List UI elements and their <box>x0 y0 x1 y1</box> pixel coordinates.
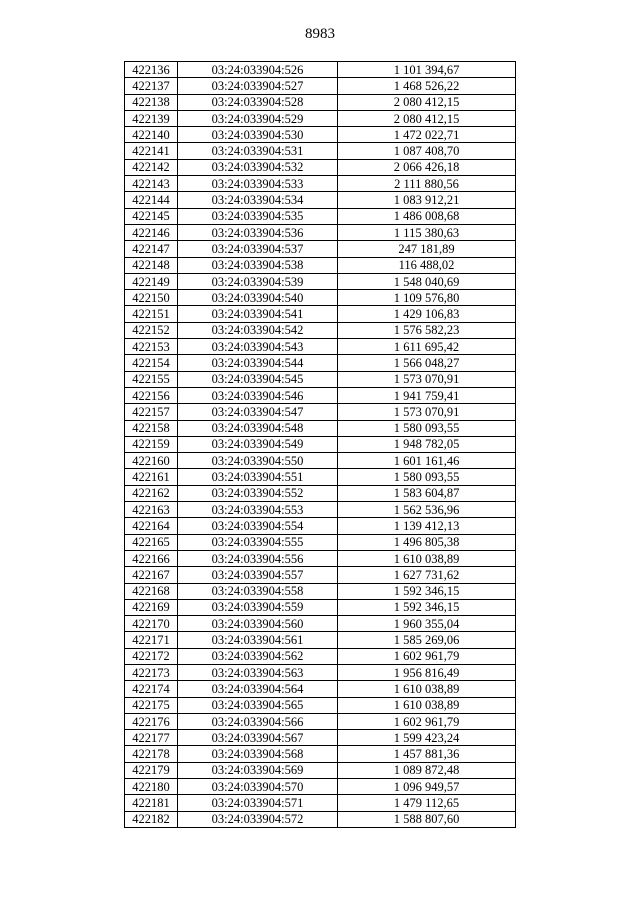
row-number-cell: 422174 <box>125 681 178 697</box>
row-number-cell: 422166 <box>125 550 178 566</box>
value-cell: 1 573 070,91 <box>338 371 516 387</box>
row-number-cell: 422147 <box>125 241 178 257</box>
cadastral-number-cell: 03:24:033904:569 <box>178 762 338 778</box>
cadastral-number-cell: 03:24:033904:540 <box>178 290 338 306</box>
table-row <box>125 518 516 534</box>
value-cell: 1 566 048,27 <box>338 355 516 371</box>
table-row <box>125 534 516 550</box>
row-number-cell: 422170 <box>125 616 178 632</box>
table-row <box>125 62 516 78</box>
value-cell: 1 109 576,80 <box>338 290 516 306</box>
cadastral-number-cell: 03:24:033904:549 <box>178 436 338 452</box>
row-number-cell: 422162 <box>125 485 178 501</box>
cadastral-number-cell: 03:24:033904:537 <box>178 241 338 257</box>
cadastral-number-cell: 03:24:033904:547 <box>178 404 338 420</box>
value-cell: 1 583 604,87 <box>338 485 516 501</box>
cadastral-number-cell: 03:24:033904:548 <box>178 420 338 436</box>
value-cell: 1 960 355,04 <box>338 616 516 632</box>
cadastral-number-cell: 03:24:033904:553 <box>178 502 338 518</box>
row-number-cell: 422151 <box>125 306 178 322</box>
value-cell: 1 948 782,05 <box>338 436 516 452</box>
value-cell: 1 101 394,67 <box>338 62 516 78</box>
row-number-cell: 422142 <box>125 159 178 175</box>
table-row <box>125 306 516 322</box>
cadastral-number-cell: 03:24:033904:566 <box>178 713 338 729</box>
row-number-cell: 422143 <box>125 176 178 192</box>
value-cell: 1 956 816,49 <box>338 664 516 680</box>
cadastral-number-cell: 03:24:033904:541 <box>178 306 338 322</box>
row-number-cell: 422146 <box>125 224 178 240</box>
table-row <box>125 159 516 175</box>
table-row <box>125 664 516 680</box>
table-row <box>125 811 516 827</box>
table-row <box>125 78 516 94</box>
table-row <box>125 420 516 436</box>
value-cell: 1 580 093,55 <box>338 469 516 485</box>
cadastral-number-cell: 03:24:033904:555 <box>178 534 338 550</box>
value-cell: 1 457 881,36 <box>338 746 516 762</box>
value-cell: 1 610 038,89 <box>338 550 516 566</box>
value-cell: 1 592 346,15 <box>338 583 516 599</box>
value-cell: 1 548 040,69 <box>338 273 516 289</box>
row-number-cell: 422138 <box>125 94 178 110</box>
value-cell: 1 083 912,21 <box>338 192 516 208</box>
cadastral-number-cell: 03:24:033904:552 <box>178 485 338 501</box>
table-row <box>125 730 516 746</box>
row-number-cell: 422167 <box>125 567 178 583</box>
row-number-cell: 422144 <box>125 192 178 208</box>
value-cell: 1 479 112,65 <box>338 795 516 811</box>
table-row <box>125 795 516 811</box>
registry-table <box>124 61 516 828</box>
value-cell: 1 610 038,89 <box>338 681 516 697</box>
value-cell: 1 486 008,68 <box>338 208 516 224</box>
row-number-cell: 422156 <box>125 387 178 403</box>
row-number-cell: 422181 <box>125 795 178 811</box>
table-row <box>125 436 516 452</box>
value-cell: 2 080 412,15 <box>338 110 516 126</box>
row-number-cell: 422157 <box>125 404 178 420</box>
table-row <box>125 469 516 485</box>
cadastral-number-cell: 03:24:033904:527 <box>178 78 338 94</box>
table-row <box>125 697 516 713</box>
cadastral-number-cell: 03:24:033904:542 <box>178 322 338 338</box>
table-row <box>125 355 516 371</box>
table-row <box>125 616 516 632</box>
value-cell: 1 429 106,83 <box>338 306 516 322</box>
row-number-cell: 422176 <box>125 713 178 729</box>
cadastral-number-cell: 03:24:033904:558 <box>178 583 338 599</box>
cadastral-number-cell: 03:24:033904:570 <box>178 779 338 795</box>
value-cell: 1 087 408,70 <box>338 143 516 159</box>
cadastral-number-cell: 03:24:033904:562 <box>178 648 338 664</box>
row-number-cell: 422150 <box>125 290 178 306</box>
value-cell: 1 576 582,23 <box>338 322 516 338</box>
row-number-cell: 422149 <box>125 273 178 289</box>
cadastral-number-cell: 03:24:033904:568 <box>178 746 338 762</box>
cadastral-number-cell: 03:24:033904:539 <box>178 273 338 289</box>
value-cell: 1 562 536,96 <box>338 502 516 518</box>
cadastral-number-cell: 03:24:033904:567 <box>178 730 338 746</box>
cadastral-number-cell: 03:24:033904:531 <box>178 143 338 159</box>
value-cell: 1 496 805,38 <box>338 534 516 550</box>
table-row <box>125 567 516 583</box>
table-row <box>125 257 516 273</box>
table-row <box>125 599 516 615</box>
cadastral-number-cell: 03:24:033904:538 <box>178 257 338 273</box>
row-number-cell: 422152 <box>125 322 178 338</box>
value-cell: 1 610 038,89 <box>338 697 516 713</box>
row-number-cell: 422158 <box>125 420 178 436</box>
row-number-cell: 422145 <box>125 208 178 224</box>
row-number-cell: 422172 <box>125 648 178 664</box>
table-row <box>125 143 516 159</box>
value-cell: 1 580 093,55 <box>338 420 516 436</box>
row-number-cell: 422177 <box>125 730 178 746</box>
cadastral-number-cell: 03:24:033904:532 <box>178 159 338 175</box>
value-cell: 1 592 346,15 <box>338 599 516 615</box>
value-cell: 1 139 412,13 <box>338 518 516 534</box>
value-cell: 1 602 961,79 <box>338 713 516 729</box>
table-row <box>125 648 516 664</box>
table-row <box>125 224 516 240</box>
row-number-cell: 422169 <box>125 599 178 615</box>
row-number-cell: 422165 <box>125 534 178 550</box>
value-cell: 1 601 161,46 <box>338 453 516 469</box>
cadastral-number-cell: 03:24:033904:544 <box>178 355 338 371</box>
cadastral-number-cell: 03:24:033904:550 <box>178 453 338 469</box>
table-row <box>125 273 516 289</box>
table-row <box>125 387 516 403</box>
table-row <box>125 176 516 192</box>
value-cell: 1 611 695,42 <box>338 339 516 355</box>
value-cell: 1 588 807,60 <box>338 811 516 827</box>
cadastral-number-cell: 03:24:033904:529 <box>178 110 338 126</box>
table-row <box>125 632 516 648</box>
cadastral-number-cell: 03:24:033904:554 <box>178 518 338 534</box>
cadastral-number-cell: 03:24:033904:572 <box>178 811 338 827</box>
table-row <box>125 681 516 697</box>
table-row <box>125 746 516 762</box>
cadastral-number-cell: 03:24:033904:526 <box>178 62 338 78</box>
table-row <box>125 404 516 420</box>
value-cell: 1 941 759,41 <box>338 387 516 403</box>
row-number-cell: 422163 <box>125 502 178 518</box>
value-cell: 1 115 380,63 <box>338 224 516 240</box>
row-number-cell: 422141 <box>125 143 178 159</box>
cadastral-number-cell: 03:24:033904:530 <box>178 127 338 143</box>
table-row <box>125 110 516 126</box>
cadastral-number-cell: 03:24:033904:571 <box>178 795 338 811</box>
table-row <box>125 290 516 306</box>
row-number-cell: 422153 <box>125 339 178 355</box>
value-cell: 1 089 872,48 <box>338 762 516 778</box>
value-cell: 2 066 426,18 <box>338 159 516 175</box>
cadastral-number-cell: 03:24:033904:534 <box>178 192 338 208</box>
cadastral-number-cell: 03:24:033904:564 <box>178 681 338 697</box>
value-cell: 1 096 949,57 <box>338 779 516 795</box>
table-row <box>125 502 516 518</box>
value-cell: 2 080 412,15 <box>338 94 516 110</box>
table-row <box>125 192 516 208</box>
row-number-cell: 422164 <box>125 518 178 534</box>
table-row <box>125 485 516 501</box>
table-row <box>125 322 516 338</box>
cadastral-number-cell: 03:24:033904:551 <box>178 469 338 485</box>
table-row <box>125 339 516 355</box>
row-number-cell: 422175 <box>125 697 178 713</box>
row-number-cell: 422139 <box>125 110 178 126</box>
table-row <box>125 127 516 143</box>
cadastral-number-cell: 03:24:033904:556 <box>178 550 338 566</box>
value-cell: 1 472 022,71 <box>338 127 516 143</box>
cadastral-number-cell: 03:24:033904:563 <box>178 664 338 680</box>
table-row <box>125 453 516 469</box>
cadastral-number-cell: 03:24:033904:560 <box>178 616 338 632</box>
value-cell: 2 111 880,56 <box>338 176 516 192</box>
row-number-cell: 422182 <box>125 811 178 827</box>
row-number-cell: 422137 <box>125 78 178 94</box>
table-row <box>125 208 516 224</box>
table-row <box>125 94 516 110</box>
row-number-cell: 422179 <box>125 762 178 778</box>
row-number-cell: 422161 <box>125 469 178 485</box>
row-number-cell: 422136 <box>125 62 178 78</box>
table-row <box>125 762 516 778</box>
value-cell: 1 468 526,22 <box>338 78 516 94</box>
value-cell: 1 599 423,24 <box>338 730 516 746</box>
cadastral-number-cell: 03:24:033904:528 <box>178 94 338 110</box>
row-number-cell: 422178 <box>125 746 178 762</box>
cadastral-number-cell: 03:24:033904:535 <box>178 208 338 224</box>
row-number-cell: 422160 <box>125 453 178 469</box>
row-number-cell: 422148 <box>125 257 178 273</box>
table-row <box>125 371 516 387</box>
table-row <box>125 779 516 795</box>
cadastral-number-cell: 03:24:033904:536 <box>178 224 338 240</box>
row-number-cell: 422171 <box>125 632 178 648</box>
table-row <box>125 713 516 729</box>
row-number-cell: 422168 <box>125 583 178 599</box>
table-row <box>125 241 516 257</box>
row-number-cell: 422159 <box>125 436 178 452</box>
cadastral-number-cell: 03:24:033904:546 <box>178 387 338 403</box>
value-cell: 1 602 961,79 <box>338 648 516 664</box>
value-cell: 1 627 731,62 <box>338 567 516 583</box>
cadastral-number-cell: 03:24:033904:559 <box>178 599 338 615</box>
cadastral-number-cell: 03:24:033904:543 <box>178 339 338 355</box>
cadastral-number-cell: 03:24:033904:533 <box>178 176 338 192</box>
value-cell: 247 181,89 <box>338 241 516 257</box>
cadastral-number-cell: 03:24:033904:561 <box>178 632 338 648</box>
row-number-cell: 422180 <box>125 779 178 795</box>
row-number-cell: 422173 <box>125 664 178 680</box>
cadastral-number-cell: 03:24:033904:565 <box>178 697 338 713</box>
row-number-cell: 422154 <box>125 355 178 371</box>
cadastral-number-cell: 03:24:033904:545 <box>178 371 338 387</box>
value-cell: 116 488,02 <box>338 257 516 273</box>
value-cell: 1 573 070,91 <box>338 404 516 420</box>
row-number-cell: 422140 <box>125 127 178 143</box>
value-cell: 1 585 269,06 <box>338 632 516 648</box>
table-row <box>125 550 516 566</box>
table-row <box>125 583 516 599</box>
row-number-cell: 422155 <box>125 371 178 387</box>
cadastral-number-cell: 03:24:033904:557 <box>178 567 338 583</box>
registry-table-body <box>125 62 516 828</box>
page-number: 8983 <box>305 26 335 42</box>
